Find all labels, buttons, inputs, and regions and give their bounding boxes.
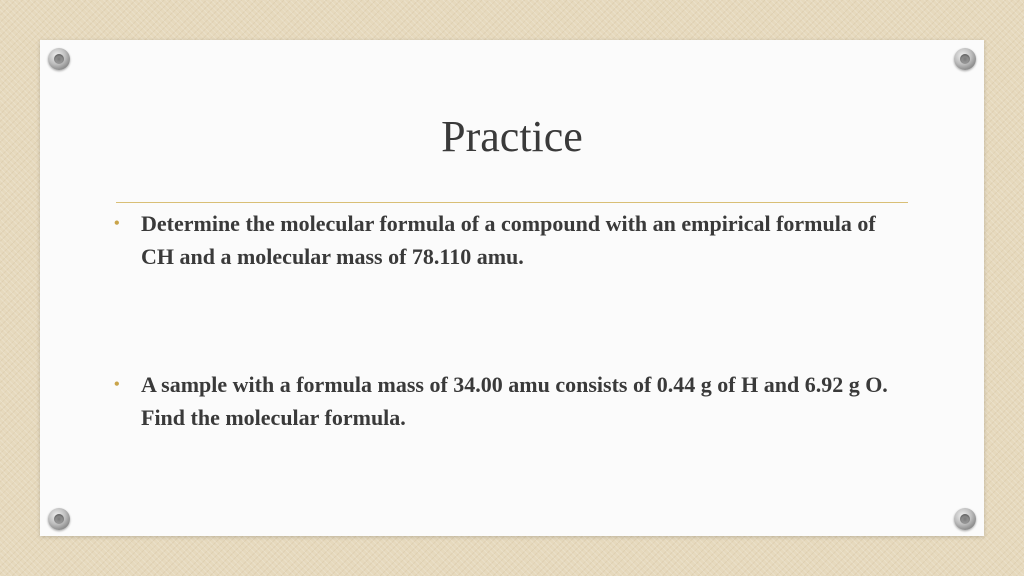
bullet-item-2 xyxy=(114,368,904,434)
slide-title: Practice xyxy=(441,112,583,161)
pin-icon xyxy=(48,48,70,70)
bullet-text-1: Determine the molecular formula of a compound with an empirical formula of CH and a molecular mass of 78.110 amu. xyxy=(141,211,876,269)
pin-icon xyxy=(954,48,976,70)
pin-icon xyxy=(954,508,976,530)
bullet-icon: • xyxy=(114,215,120,232)
bullet-item-1 xyxy=(114,207,904,273)
title-divider xyxy=(116,202,908,203)
bullet-text-2: A sample with a formula mass of 34.00 amu consists of 0.44 g of H and 6.92 g O. Find the molecular formula. xyxy=(141,372,888,430)
bullet-icon: • xyxy=(114,376,120,393)
pin-icon xyxy=(48,508,70,530)
